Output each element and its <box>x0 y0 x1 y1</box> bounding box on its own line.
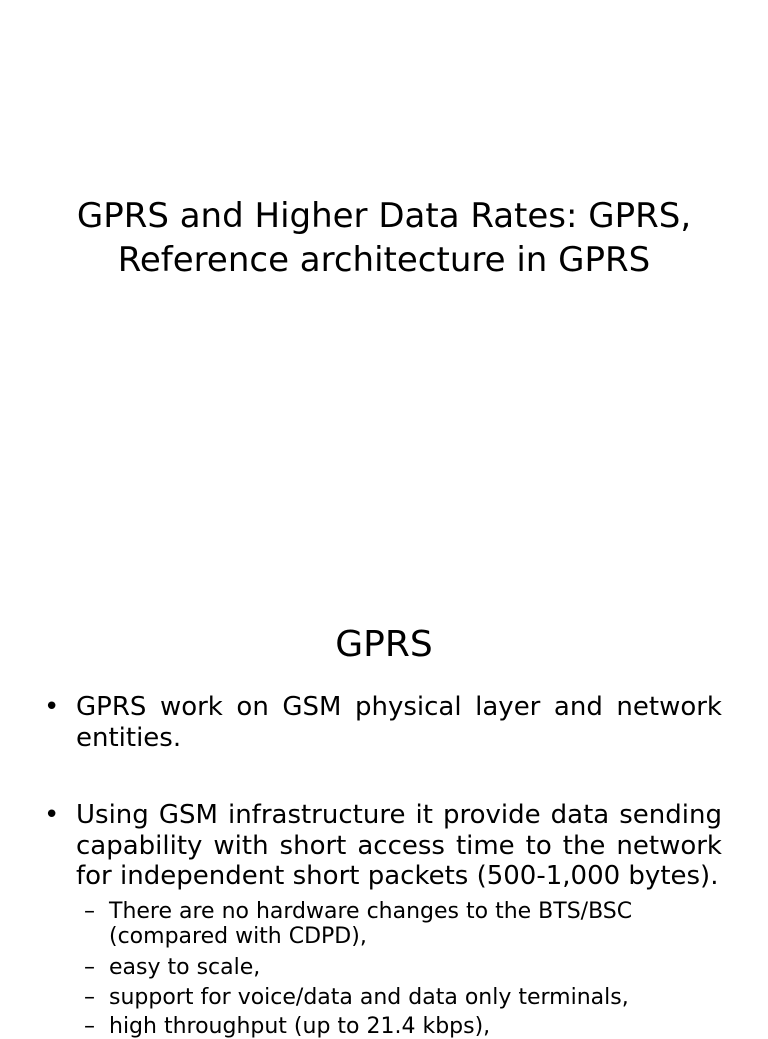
sub-bullet-text: easy to scale, <box>109 955 261 980</box>
slide-heading: GPRS <box>335 624 433 665</box>
bullet-text: GPRS work on GSM physical layer and network entities. <box>76 692 722 753</box>
bullet-marker: • <box>44 692 60 722</box>
bullet-item <box>44 692 722 753</box>
slide-title-line-1: GPRS and Higher Data Rates: GPRS, <box>76 196 692 236</box>
sub-bullet-item <box>84 1014 722 1039</box>
sub-bullet-item <box>84 985 722 1010</box>
bullet-text: Using GSM infrastructure it provide data sending capability with short access time to the network for independent short packets (500-1,000 bytes). <box>76 800 722 891</box>
sub-bullet-text: support for voice/data and data only terminals, <box>109 985 629 1010</box>
sub-bullet-marker: – <box>84 899 95 924</box>
sub-bullet-marker: – <box>84 1014 95 1039</box>
sub-bullet-item <box>84 955 722 980</box>
sub-bullet-item <box>84 899 722 949</box>
slide-title-line-2: Reference architecture in GPRS <box>117 240 651 280</box>
sub-bullet-text: There are no hardware changes to the BTS/BSC (compared with CDPD), <box>109 899 633 949</box>
content-slide <box>0 576 768 1039</box>
sub-bullet-marker: – <box>84 955 95 980</box>
sub-bullet-marker: – <box>84 985 95 1010</box>
bullet-marker: • <box>44 800 60 830</box>
slide-title <box>40 194 728 282</box>
sub-bullet-text: high throughput (up to 21.4 kbps), <box>109 1014 491 1039</box>
bullet-item <box>44 800 722 892</box>
